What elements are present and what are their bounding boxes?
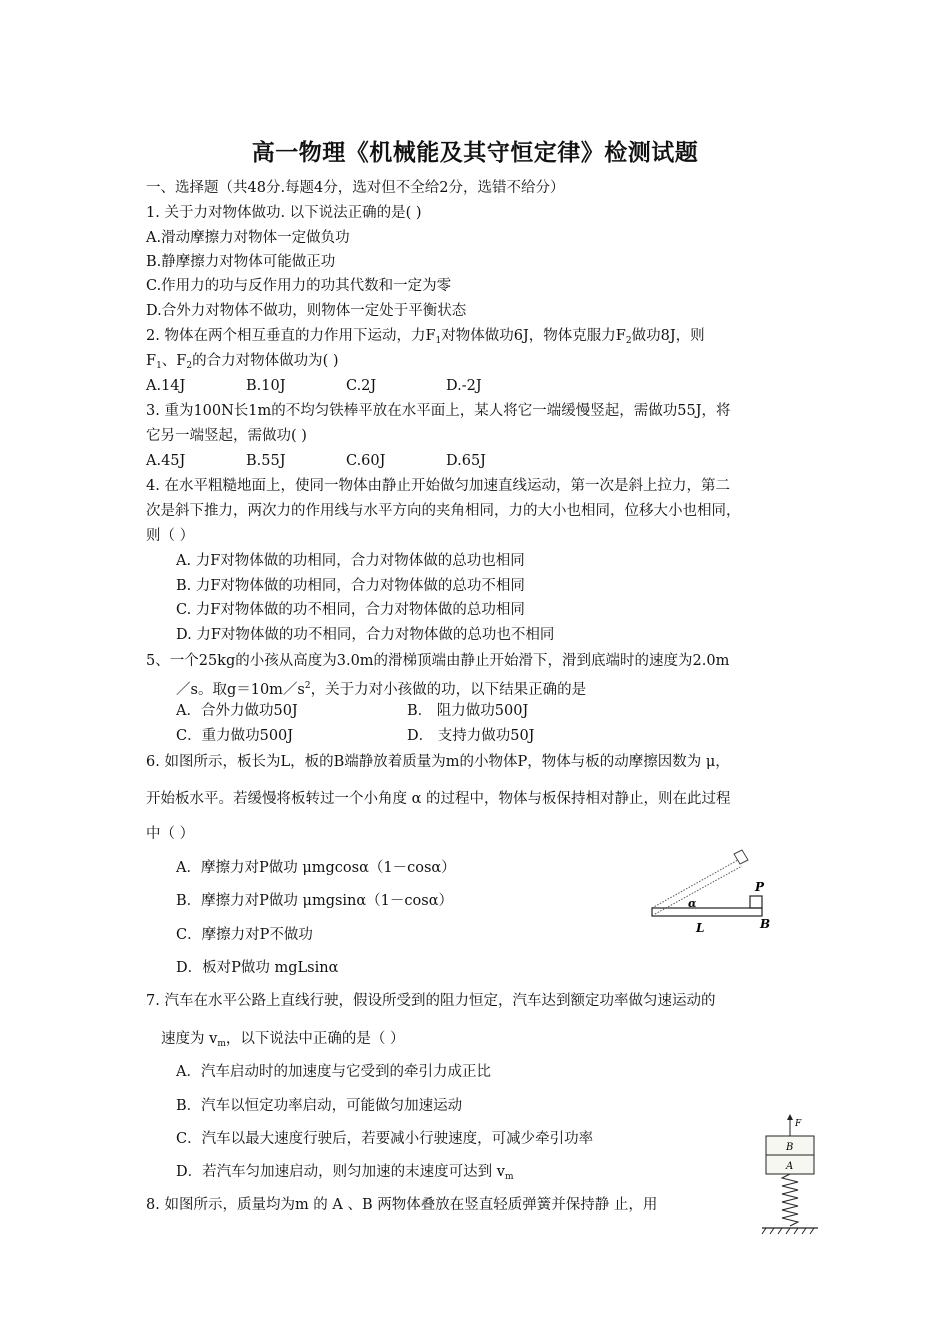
q2-stem-line1: 2. 物体在两个相互垂直的力作用下运动，力$F_1$对物体做功6J，物体克服力$F_2$做功8J，则 (146, 328, 705, 346)
q2-option-b: B.10J (246, 378, 286, 394)
q5-options-cd (176, 726, 535, 746)
q7-option-a: A．汽车启动时的加速度与它受到的牵引力成正比 (176, 1064, 491, 1080)
fig-label-l: L (696, 921, 705, 935)
q3-stem-line1: 3. 重为100N长1m的不均匀铁棒平放在水平面上，某人将它一端缓慢竖起，需做功55J，将 (146, 403, 731, 419)
spring-blocks-figure (760, 1112, 820, 1238)
q5-option-c: C．重力做功500J (176, 728, 294, 744)
q5-option-b: B． 阻力做功500J (407, 703, 529, 719)
q6-stem-line1: 6. 如图所示，板长为L，板的B端静放着质量为m的小物体P，物体与板的动摩擦因数为 μ， (146, 754, 730, 770)
q5-option-d: D． 支持力做功50J (407, 728, 535, 744)
fig-label-p: P (755, 880, 765, 894)
q4-option-c: C. 力F对物体做的功不相同，合力对物体做的总功相同 (176, 602, 525, 618)
incline-board-figure (640, 840, 790, 940)
q7-stem-line1: 7. 汽车在水平公路上直线行驶，假设所受到的阻力恒定，汽车达到额定功率做匀速运动的 (146, 993, 716, 1009)
q4-option-b: B. 力F对物体做的功相同，合力对物体做的总功不相同 (176, 578, 525, 594)
q3-stem-line2: 它另一端竖起，需做功( ) (146, 428, 307, 444)
q2-options (146, 376, 482, 396)
q5-options-ab (176, 701, 528, 721)
section-heading: 一、选择题（共48分.每题4分，选对但不全给2分，选错不给分） (146, 180, 565, 196)
q3-option-b: B.55J (246, 453, 286, 469)
q6-stem-line3: 中（ ） (146, 826, 195, 842)
q3-option-a: A.45J (146, 453, 186, 469)
q7-option-c: C．汽车以最大速度行驶后，若要减小行驶速度，可减少牵引功率 (176, 1131, 594, 1147)
q7-option-d: D．若汽车匀加速启动，则匀加速的末速度可达到 $v_m$ (176, 1164, 514, 1182)
fig-label-b: B (786, 1142, 794, 1153)
block-p-shape (750, 896, 762, 908)
spring-shape (782, 1174, 798, 1226)
q5-stem-line1: 5、一个25kg的小孩从高度为3.0m的滑梯顶端由静止开始滑下，滑到底端时的速度为2.0m (146, 653, 730, 669)
q6-option-b: B．摩擦力对P做功 μmgsinα（1－cosα） (176, 893, 453, 909)
fig-label-alpha: α (688, 897, 697, 910)
page-title: 高一物理《机械能及其守恒定律》检测试题 (251, 139, 699, 166)
q6-option-d: D．板对P做功 mgLsinα (176, 960, 339, 976)
q1-option-a: A.滑动摩擦力对物体一定做负功 (146, 230, 350, 246)
q2-option-d: D.-2J (446, 378, 482, 394)
q2-option-c: C.2J (346, 378, 377, 394)
q4-stem-line2: 次是斜下推力，两次力的作用线与水平方向的夹角相同，力的大小也相同，位移大小也相同， (146, 503, 741, 519)
q2-stem-line2: $F_1$、$F_2$的合力对物体做功为( ) (146, 353, 339, 371)
q4-stem-line1: 4. 在水平粗糙地面上，使同一物体由静止开始做匀加速直线运动，第一次是斜上拉力，第二 (146, 478, 730, 494)
q1-stem: 1. 关于力对物体做功. 以下说法正确的是( ) (146, 205, 422, 221)
q4-option-a: A. 力F对物体做的功相同，合力对物体做的总功也相同 (176, 553, 525, 569)
q4-stem-line3: 则（ ） (146, 528, 195, 544)
q6-option-a: A．摩擦力对P做功 μmgcosα（1－cosα） (176, 860, 456, 876)
fig-label-b: B (760, 917, 771, 931)
q1-option-b: B.静摩擦力对物体可能做正功 (146, 254, 336, 270)
q1-option-d: D.合外力对物体不做功，则物体一定处于平衡状态 (146, 303, 467, 319)
board-shape (652, 908, 762, 916)
q3-options (146, 451, 486, 471)
q1-option-c: C.作用力的功与反作用力的功其代数和一定为零 (146, 278, 452, 294)
q3-option-d: D.65J (446, 453, 486, 469)
q5-stem-line2: ／s。取$g=10m/s^2$，关于力对小孩做的功，以下结果正确的是 (176, 681, 587, 698)
fig-label-a: A (786, 1161, 794, 1172)
q2-option-a: A.14J (146, 378, 186, 394)
fig-label-f: F (795, 1119, 802, 1129)
q7-stem-line2: 速度为 $v_m$，以下说法中正确的是（ ） (161, 1031, 405, 1049)
q6-option-c: C．摩擦力对P不做功 (176, 927, 313, 943)
q4-option-d: D. 力F对物体做的功不相同，合力对物体做的总功也不相同 (176, 627, 555, 643)
q3-option-c: C.60J (346, 453, 386, 469)
q7-option-b: B．汽车以恒定功率启动，可能做匀加速运动 (176, 1098, 463, 1114)
q6-stem-line2: 开始板水平。若缓慢将板转过一个小角度 α 的过程中，物体与板保持相对静止，则在此过程 (146, 791, 731, 807)
q5-option-a: A．合外力做功50J (176, 703, 298, 719)
q8-stem: 8. 如图所示，质量均为m 的 A 、B 两物体叠放在竖直轻质弹簧并保持静 止，用 (146, 1197, 658, 1213)
